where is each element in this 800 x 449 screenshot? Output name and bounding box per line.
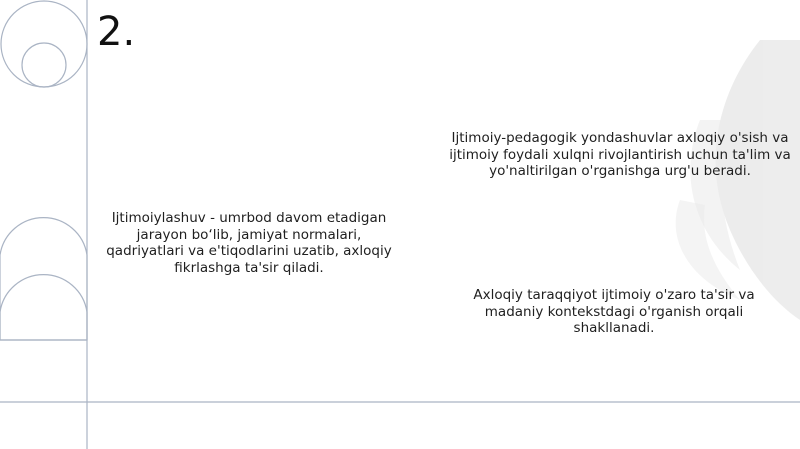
- upper-arch-outline: [0, 218, 87, 340]
- small-circle-outline: [22, 43, 66, 87]
- large-circle-outline: [1, 1, 87, 87]
- right-top-text-block: Ijtimoiy-pedagogik yondashuvlar axloqiy o'sish va ijtimoiy foydali xulqni rivojlantirish uchun ta'lim va yo'naltirilgan o'rganishga urg'u beradi.: [449, 130, 791, 179]
- leaf-watermark-icon: [676, 40, 800, 320]
- right-bottom-text-block: Axloqiy taraqqiyot ijtimoiy o'zaro ta'sir va madaniy kontekstdagi o'rganish orqali shakllanadi.: [473, 287, 755, 336]
- slide-number: 2.: [97, 9, 136, 55]
- left-text-block: Ijtimoiylashuv - umrbod davom etadigan jarayon bo‘lib, jamiyat normalari, qadriyatlari va e'tiqodlarini uzatib, axloqiy fikrlashga ta'sir qiladi.: [106, 210, 392, 276]
- lower-arch-outline: [0, 275, 87, 340]
